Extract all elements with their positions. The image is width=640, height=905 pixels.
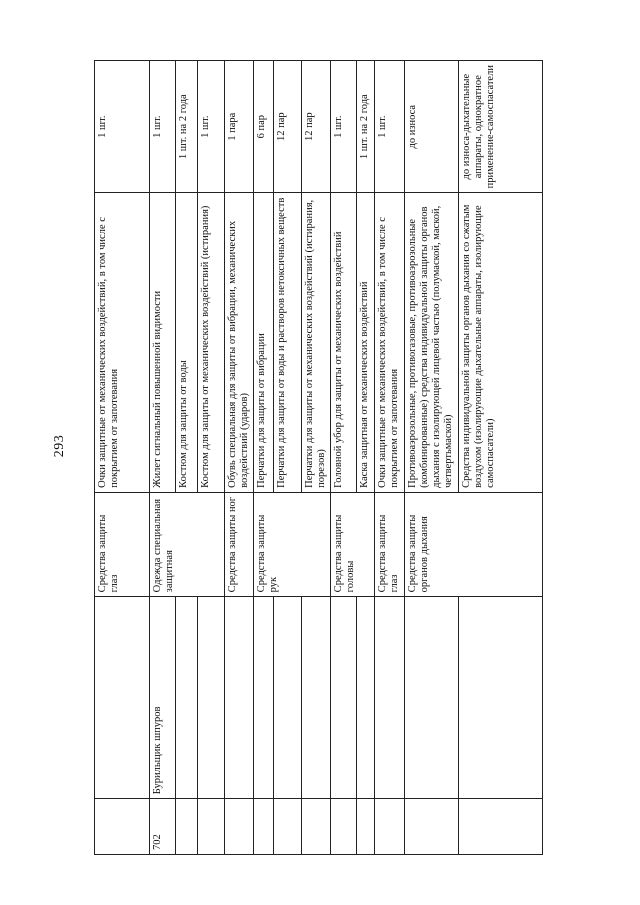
table-row <box>198 61 225 855</box>
category-cell: Одежда специальная защитная <box>150 492 225 596</box>
table-row <box>95 61 150 855</box>
qty-cell: до износа <box>405 61 458 193</box>
item-cell: Головной убор для защиты от механических воздействий <box>331 193 357 492</box>
item-cell: Костюм для защиты от механических воздействий (истирания) <box>198 193 225 492</box>
table-row <box>225 61 254 855</box>
category-cell: Средства защиты рук <box>254 492 331 596</box>
category-cell: Средства защиты органов дыхания <box>405 492 542 596</box>
qty-cell: 1 шт. <box>375 61 405 193</box>
table-row <box>150 61 176 855</box>
qty-cell: 12 пар <box>274 61 302 193</box>
ppe-table <box>94 60 543 855</box>
qty-cell: 1 пара <box>225 61 254 193</box>
profession-cell: Бурильщик шпуров <box>150 597 176 799</box>
category-cell: Средства защиты головы <box>331 492 375 596</box>
category-cell: Средства защиты глаз <box>375 492 405 596</box>
item-cell: Очки защитные от механических воздействий, в том числе с покрытием от запотевания <box>95 193 150 492</box>
table-row <box>331 61 357 855</box>
table-row <box>302 61 331 855</box>
qty-cell: 12 пар <box>302 61 331 193</box>
item-cell: Перчатки для защиты от воды и растворов нетоксичных веществ <box>274 193 302 492</box>
table-row <box>254 61 274 855</box>
item-cell: Средства индивидуальной защиты органов дыхания со сжатым воздухом (изолирующие дыхательные аппараты, изолирующие самоспасатели) <box>458 193 542 492</box>
table-row <box>405 61 458 855</box>
table-row <box>375 61 405 855</box>
qty-cell: 1 шт. <box>95 61 150 193</box>
rotated-page-content <box>94 60 534 855</box>
category-cell: Средства защиты глаз <box>95 492 150 596</box>
item-cell: Очки защитные от механических воздействий, в том числе с покрытием от запотевания <box>375 193 405 492</box>
qty-cell: 1 шт. <box>331 61 357 193</box>
item-cell: Обувь специальная для защиты от вибрации, механических воздействий (ударов) <box>225 193 254 492</box>
qty-cell: 1 шт. на 2 года <box>176 61 198 193</box>
item-cell: Перчатки для защиты от механических воздействий (истирания, порезов) <box>302 193 331 492</box>
table-row <box>458 61 542 855</box>
qty-cell: 1 шт. <box>150 61 176 193</box>
table-row <box>274 61 302 855</box>
qty-cell: 1 шт. на 2 года <box>357 61 375 193</box>
item-cell: Каска защитная от механических воздействий <box>357 193 375 492</box>
category-cell: Средства защиты ног <box>225 492 254 596</box>
table-row <box>357 61 375 855</box>
item-cell: Жилет сигнальный повышенной видимости <box>150 193 176 492</box>
qty-cell: до износа-дыхательные аппараты, однократное применение-самоспасатели <box>458 61 542 193</box>
item-cell: Противоаэрозольные, противогазовые, противоаэрозольные (комбинированные) средства индивидуальной защиты органов дыхания с изолирующей лицевой частью (полумаской, маской, четвертьмаской) <box>405 193 458 492</box>
qty-cell: 6 пар <box>254 61 274 193</box>
item-cell: Костюм для защиты от воды <box>176 193 198 492</box>
item-cell: Перчатки для защиты от вибрации <box>254 193 274 492</box>
qty-cell: 1 шт. <box>198 61 225 193</box>
table-row <box>176 61 198 855</box>
row-number: 702 <box>150 799 176 855</box>
page-number: 293 <box>52 434 67 458</box>
